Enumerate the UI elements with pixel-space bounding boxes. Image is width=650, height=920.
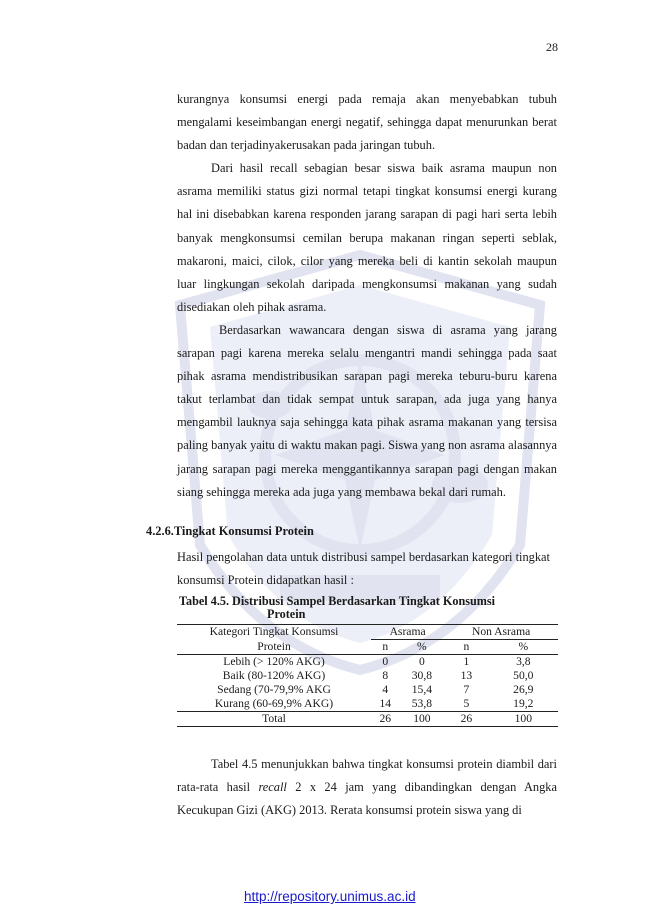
header-non-asrama: Non Asrama — [444, 625, 558, 640]
row-asrama-n: 4 — [382, 683, 389, 696]
row-category: Lebih (> 120% AKG) — [223, 655, 325, 668]
table-row — [177, 669, 558, 683]
page-number: 28 — [546, 40, 558, 54]
row-non-n: 1 — [463, 655, 470, 668]
row-category: Sedang (70-79,9% AKG — [217, 683, 331, 696]
after-text-part1: Tabel 4.5 menunjukkan bahwa tingkat konsumsi protein diambil dari rata-rata hasil — [177, 757, 557, 795]
table-caption-line2: Protein — [267, 607, 306, 621]
table-row — [177, 655, 558, 670]
table-row — [177, 697, 558, 712]
row-non-pct: 3,8 — [516, 655, 531, 668]
row-non-n: 13 — [460, 669, 473, 682]
row-non-n: 7 — [463, 683, 470, 696]
table-caption-line1: Tabel 4.5. Distribusi Sampel Berdasarkan Tingkat Konsumsi — [179, 594, 496, 608]
after-table-paragraph — [177, 753, 557, 822]
table-total-row — [177, 712, 558, 727]
paragraph-2: Dari hasil recall sebagian besar siswa baik asrama maupun non asrama memiliki status gizi normal tetapi tingkat konsumsi energi kurang hal ini disebabkan karena responden jarang sarapan di pagi hari serta lebih banyak mengkonsumsi cemilan berupa makanan ringan seperti seblak, makaroni, maici, cilok, cilor yang mereka beli di kantin sekolah maupun luar lingkungan sekolah daripada mengkonsumsi makanan yang sudah disediakan oleh pihak asrama. — [177, 161, 557, 314]
header-non-pct: % — [489, 640, 558, 655]
header-category: Kategori Tingkat Konsumsi — [177, 625, 371, 640]
section-heading: 4.2.6.Tingkat Konsumsi Protein — [146, 524, 314, 538]
total-non-pct: 100 — [489, 712, 558, 727]
row-non-n: 5 — [463, 697, 470, 710]
table-caption — [179, 595, 559, 621]
header-non-n: n — [444, 640, 488, 655]
row-category: Baik (80-120% AKG) — [222, 669, 326, 682]
table-row — [177, 683, 558, 697]
after-text-italic: recall — [258, 780, 287, 795]
section-intro-text: Hasil pengolahan data untuk distribusi sampel berdasarkan kategori tingkat konsumsi Protein didapatkan hasil : — [177, 550, 550, 588]
header-category-line2: Protein — [177, 640, 371, 655]
row-category: Kurang (60-69,9% AKG) — [214, 697, 334, 710]
row-non-pct: 19,2 — [513, 697, 534, 710]
after-text-part2: 2 x 24 jam yang dibandingkan dengan Angka Kecukupan Gizi (AKG) 2013. Rerata konsumsi protein siswa yang di — [177, 780, 557, 818]
paragraph-3: Berdasarkan wawancara dengan siswa di asrama yang jarang sarapan pagi karena mereka selalu mengantri mandi sehingga pada saat pihak asrama mendistribusikan sarapan pagi mereka teburu-buru karena takut terlambat dan tidak sempat untuk sarapan, ada juga yang hanya mengambil lauknya saja sehingga kata pihak asrama makanan yang tersisa paling banyak yaitu di waktu makan pagi. Siswa yang non asrama alasannya jarang sarapan pagi mereka menggantikannya sarapan pagi dengan makan siang sehingga mereka ada juga yang membawa bekal dari rumah. — [177, 322, 557, 499]
after-table-text — [177, 753, 557, 822]
section-intro — [177, 546, 557, 592]
total-non-n: 26 — [444, 712, 488, 727]
row-non-pct: 50,0 — [513, 669, 534, 682]
row-asrama-pct: 0 — [418, 655, 425, 668]
row-asrama-pct: 30,8 — [411, 669, 433, 682]
header-asrama: Asrama — [371, 625, 444, 640]
row-asrama-n: 0 — [382, 655, 389, 668]
total-asrama-pct: 100 — [400, 712, 445, 727]
row-asrama-pct: 53,8 — [411, 697, 433, 710]
row-non-pct: 26,9 — [513, 683, 534, 696]
row-asrama-pct: 15,4 — [411, 683, 433, 696]
repository-link[interactable]: http://repository.unimus.ac.id — [244, 889, 416, 904]
paragraph-1: kurangnya konsumsi energi pada remaja akan menyebabkan tubuh mengalami keseimbangan energi negatif, sehingga dapat menurunkan berat badan dan terjadinyakerusakan pada jaringan tubuh. — [177, 92, 557, 153]
header-asrama-pct: % — [400, 640, 445, 655]
total-asrama-n: 26 — [371, 712, 400, 727]
protein-distribution-table — [177, 624, 558, 727]
row-asrama-n: 14 — [379, 697, 392, 710]
header-asrama-n: n — [371, 640, 400, 655]
total-label: Total — [177, 712, 371, 727]
row-asrama-n: 8 — [382, 669, 389, 682]
body-text — [177, 88, 557, 504]
